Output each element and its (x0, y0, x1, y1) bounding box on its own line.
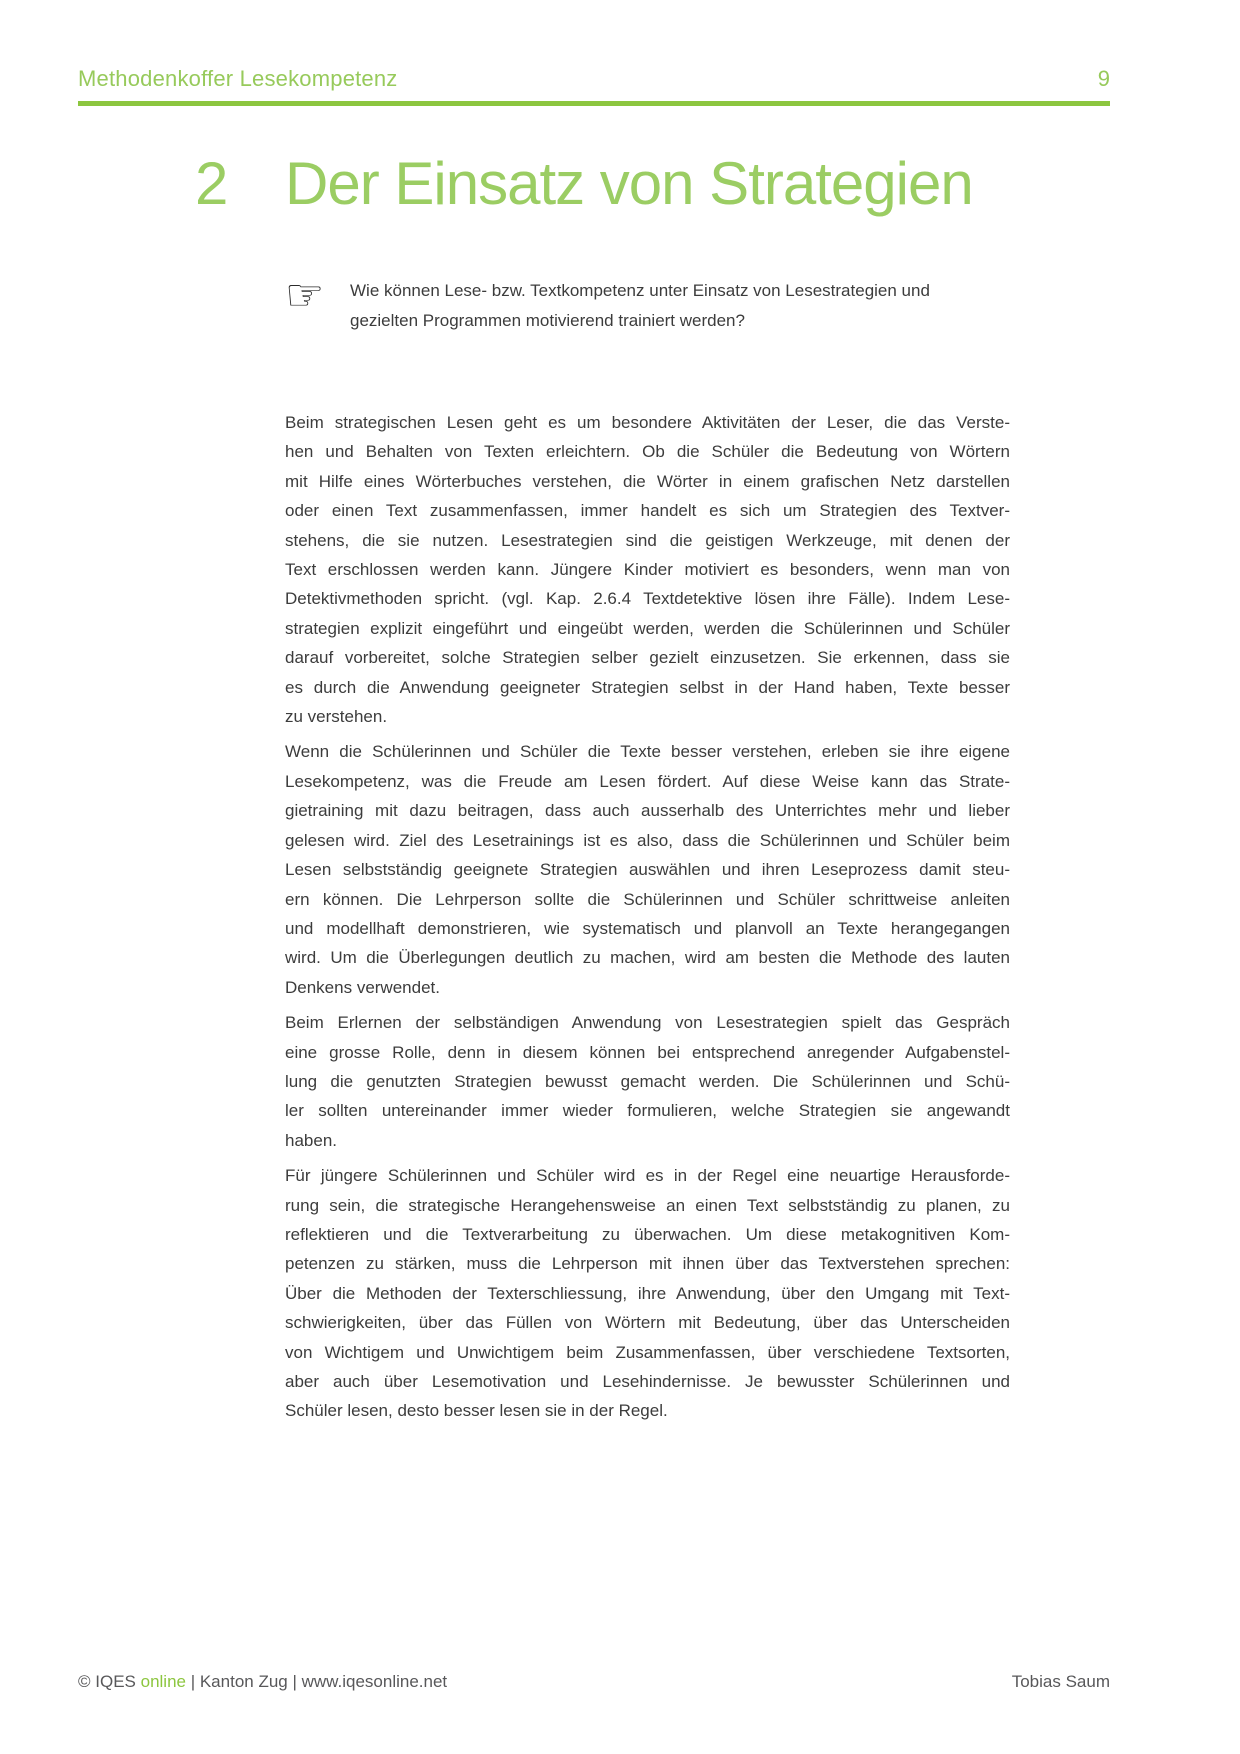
paragraph (285, 408, 1010, 731)
paragraph-line: lung die genutzten Strategien bewusst gemacht werden. Die Schülerinnen und Schü- (285, 1071, 1010, 1091)
paragraph-line: petenzen zu stärken, muss die Lehrperson mit ihnen über das Textverstehen sprechen: (285, 1254, 1010, 1274)
paragraph-line: gietraining mit dazu beitragen, dass auch ausserhalb des Unterrichtes mehr und lieber (285, 801, 1010, 821)
paragraph-line: und modellhaft demonstrieren, wie systematisch und planvoll an Texte herangegangen (285, 918, 1010, 938)
body-paragraphs (285, 408, 1010, 1426)
paragraph-line: darauf vorbereitet, solche Strategien selber gezielt einzusetzen. Sie erkennen, dass sie (285, 648, 1010, 668)
paragraph-line: aber auch über Lesemotivation und Lesehindernisse. Je bewusster Schülerinnen und (285, 1372, 1010, 1391)
paragraph-line: Schüler lesen, desto besser lesen sie in der Regel. (285, 1401, 668, 1421)
key-question (285, 270, 1010, 336)
running-header-title: Methodenkoffer Lesekompetenz (78, 66, 398, 91)
page-footer (78, 1671, 1110, 1693)
paragraph-line: schwierigkeiten, über das Füllen von Wörtern mit Bedeutung, über das Unterscheiden (285, 1313, 1010, 1333)
header-rule (78, 101, 1110, 106)
paragraph-line: ler sollten untereinander immer wieder formulieren, welche Strategien sie angewandt (285, 1101, 1010, 1121)
paragraph-line: Denkens verwendet. (285, 977, 440, 997)
paragraph-line: hen und Behalten von Texten erleichtern. Ob die Schüler die Bedeutung von Wörtern (285, 442, 1010, 462)
pointing-hand-icon: ☞ (285, 270, 325, 321)
paragraph-line: haben. (285, 1130, 337, 1150)
paragraph-line: Lesen selbstständig geeignete Strategien auswählen und ihren Leseprozess damit steu- (285, 860, 1010, 880)
paragraph-line: ern können. Die Lehrperson sollte die Schülerinnen und Schüler schrittweise anleiten (285, 889, 1010, 909)
footer-copyright-suffix: | Kanton Zug | www.iqesonline.net (185, 1672, 448, 1691)
page-number: 9 (1097, 66, 1110, 91)
paragraph-line: von Wichtigem und Unwichtigem beim Zusammenfassen, über verschiedene Textsorten, (285, 1342, 1010, 1362)
paragraph-line: rung sein, die strategische Herangehensweise an einen Text selbstständig zu planen, zu (285, 1195, 1010, 1215)
paragraph-line: gelesen wird. Ziel des Lesetrainings ist es also, dass die Schülerinnen und Schüler beim (285, 830, 1010, 850)
paragraph-line: wird. Um die Überlegungen deutlich zu machen, wird am besten die Methode des lauten (285, 948, 1010, 968)
paragraph-line: Beim Erlernen der selbständigen Anwendung von Lesestrategien spielt das Gespräch (285, 1013, 1010, 1033)
paragraph-line: Detektivmethoden spricht. (vgl. Kap. 2.6.4 Textdetektive lösen ihre Fälle). Indem Lese- (285, 589, 1010, 609)
paragraph-line: reflektieren und die Textverarbeitung zu überwachen. Um diese metakognitiven Kom- (285, 1224, 1010, 1244)
paragraph-line: Für jüngere Schülerinnen und Schüler wird es in der Regel eine neuartige Herausforde- (285, 1166, 1010, 1186)
footer-copyright-prefix: © IQES (78, 1672, 141, 1691)
page-header (78, 66, 1110, 106)
paragraph-line: Beim strategischen Lesen geht es um besondere Aktivitäten der Leser, die das Verste- (285, 413, 1010, 432)
key-question-line: Wie können Lese- bzw. Textkompetenz unter Einsatz von Lesestrategien und (350, 281, 930, 300)
paragraph-line: Text erschlossen werden kann. Jüngere Kinder motiviert es besonders, wenn man von (285, 560, 1010, 580)
chapter-heading (195, 150, 1010, 218)
paragraph (285, 1008, 1010, 1155)
chapter-number: 2 (195, 150, 228, 217)
footer-copyright (78, 1671, 447, 1693)
key-question-line: gezielten Programmen motivierend trainiert werden? (350, 311, 745, 330)
paragraph-line: eine grosse Rolle, denn in diesem können bei entsprechend anregender Aufgabenstel- (285, 1042, 1010, 1062)
paragraph-line: Wenn die Schülerinnen und Schüler die Texte besser verstehen, erleben sie ihre eigene (285, 742, 1010, 762)
key-question-text (350, 276, 930, 336)
paragraph (285, 737, 1010, 1002)
chapter-title: Der Einsatz von Strategien (285, 150, 973, 217)
paragraph-line: mit Hilfe eines Wörterbuches verstehen, die Wörter in einem grafischen Netz darstellen (285, 471, 1010, 491)
paragraph-line: Über die Methoden der Texterschliessung, ihre Anwendung, über den Umgang mit Text- (285, 1283, 1010, 1303)
footer-brand-highlight: online (140, 1672, 186, 1691)
paragraph-line: oder einen Text zusammenfassen, immer handelt es sich um Strategien des Textver- (285, 501, 1010, 521)
paragraph-line: Lesekompetenz, was die Freude am Lesen fördert. Auf diese Weise kann das Strate- (285, 771, 1010, 791)
paragraph (285, 1161, 1010, 1426)
page-content (195, 150, 1010, 1432)
paragraph-line: stehens, die sie nutzen. Lesestrategien sind die geistigen Werkzeuge, mit denen der (285, 530, 1010, 550)
footer-author: Tobias Saum (1011, 1672, 1110, 1691)
paragraph-line: strategien explizit eingeführt und eingeübt werden, werden die Schülerinnen und Schüler (285, 618, 1010, 638)
paragraph-line: zu verstehen. (285, 707, 388, 727)
paragraph-line: es durch die Anwendung geeigneter Strategien selbst in der Hand haben, Texte besser (285, 677, 1010, 697)
